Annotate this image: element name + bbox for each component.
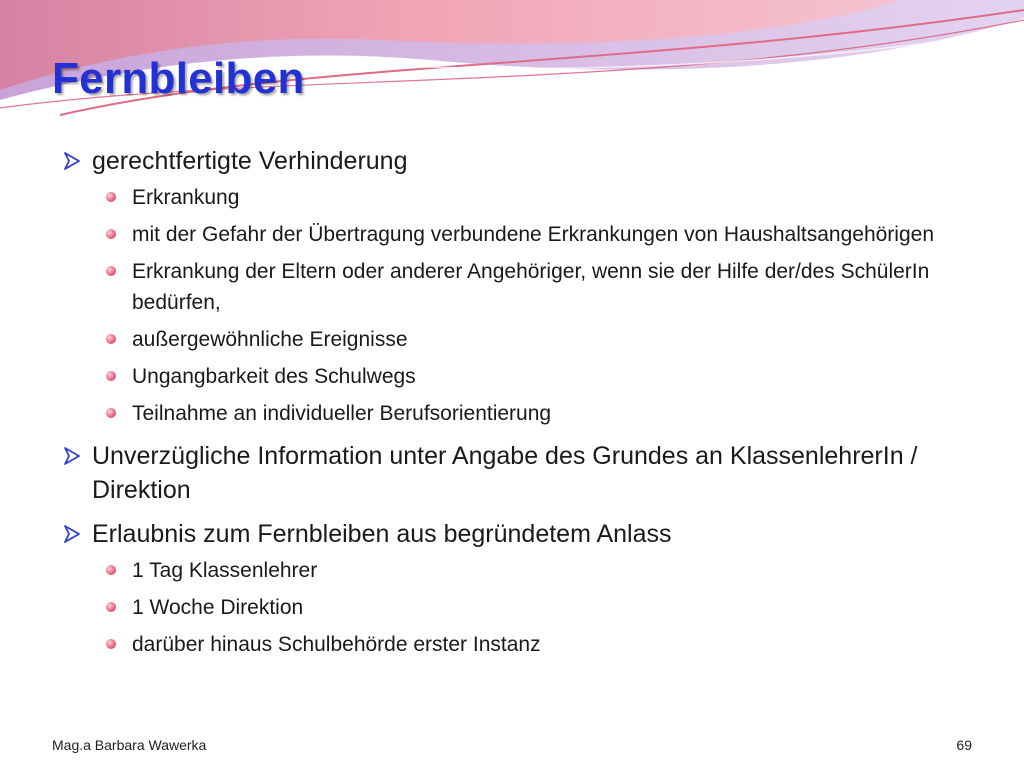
- sub-bullet-item: [62, 219, 962, 250]
- sub-bullet-item: [62, 592, 962, 623]
- dot-bullet-icon: [106, 408, 116, 418]
- arrow-bullet-icon: [62, 447, 82, 465]
- dot-bullet-icon: [106, 229, 116, 239]
- dot-bullet-icon: [106, 565, 116, 575]
- sub-bullet-item: [62, 629, 962, 660]
- dot-bullet-icon: [106, 334, 116, 344]
- sub-bullet-text: 1 Woche Direktion: [132, 596, 304, 619]
- arrow-bullet-icon: [62, 152, 82, 170]
- bullet-item: [62, 517, 962, 551]
- sub-bullet-text: 1 Tag Klassenlehrer: [132, 559, 318, 582]
- dot-bullet-icon: [106, 371, 116, 381]
- bullet-item: [62, 144, 962, 178]
- page-number: 69: [956, 737, 972, 753]
- arrow-bullet-icon: [62, 525, 82, 543]
- dot-bullet-icon: [106, 192, 116, 202]
- sub-bullet-item: [62, 361, 962, 392]
- sub-bullet-item: [62, 256, 962, 318]
- sub-bullet-text: Erkrankung: [132, 186, 240, 209]
- sub-bullet-text: Teilnahme an individueller Berufsorientierung: [132, 402, 552, 425]
- sub-bullet-item: [62, 555, 962, 586]
- sub-bullet-item: [62, 182, 962, 213]
- sub-bullet-text: mit der Gefahr der Übertragung verbundene Erkrankungen von Haushaltsangehörigen: [132, 223, 934, 246]
- dot-bullet-icon: [106, 639, 116, 649]
- bullet-text: Unverzügliche Information unter Angabe des Grundes an KlassenlehrerIn / Direktion: [92, 442, 918, 504]
- bullet-text: Erlaubnis zum Fernbleiben aus begründetem Anlass: [92, 520, 672, 548]
- sub-bullet-item: [62, 324, 962, 355]
- footer-author: Mag.a Barbara Wawerka: [52, 737, 207, 753]
- dot-bullet-icon: [106, 266, 116, 276]
- bullet-item: [62, 439, 962, 507]
- slide-body: [62, 140, 962, 660]
- sub-bullet-text: Ungangbarkeit des Schulwegs: [132, 365, 416, 388]
- sub-bullet-item: [62, 398, 962, 429]
- bullet-text: gerechtfertigte Verhinderung: [92, 147, 408, 175]
- slide-title: Fernbleiben: [52, 54, 305, 103]
- sub-bullet-text: außergewöhnliche Ereignisse: [132, 328, 408, 351]
- dot-bullet-icon: [106, 602, 116, 612]
- sub-bullet-text: Erkrankung der Eltern oder anderer Angehöriger, wenn sie der Hilfe der/des SchülerIn bedürfen,: [132, 260, 930, 314]
- sub-bullet-text: darüber hinaus Schulbehörde erster Instanz: [132, 633, 541, 656]
